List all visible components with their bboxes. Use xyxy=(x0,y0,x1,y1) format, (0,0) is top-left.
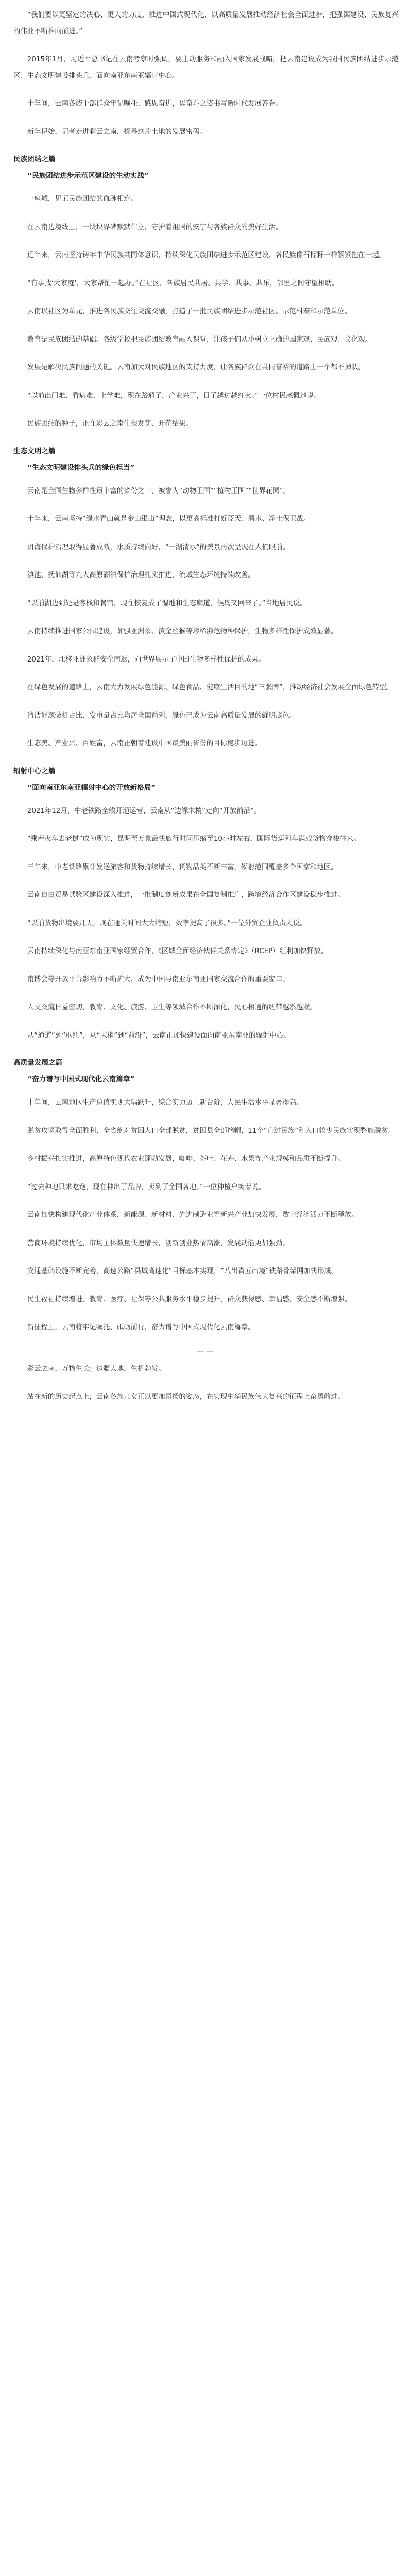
body-paragraph: 民族团结的种子，正在彩云之南生根发芽、开花结果。 xyxy=(27,420,193,428)
body-paragraph: 从“通道”到“枢纽”，从“末梢”到“前沿”，云南正加快建设面向南亚东南亚的辐射中心。 xyxy=(27,1031,290,1040)
body-paragraph: 2021年，北移亚洲象群安全南返，向世界展示了中国生物多样性保护的成果。 xyxy=(27,655,266,664)
body-paragraph: 十年来，云南坚持“绿水青山就是金山银山”理念，以更高标准打好蓝天、碧水、净土保卫战。 xyxy=(27,515,311,523)
body-paragraph: 发展是解决民族问题的关键。云南加大对民族地区的支持力度，让各族群众在共同富裕的道路上一个都不掉队。 xyxy=(27,364,365,371)
body-paragraph: 在云南边境线上，一块块界碑默默伫立，守护着祖国的安宁与各族群众的美好生活。 xyxy=(27,223,283,231)
body-paragraph: 清洁能源装机占比、发电量占比均居全国前列，绿色已成为云南高质量发展的鲜明底色。 xyxy=(27,711,297,720)
section-label: 辐射中心之篇 xyxy=(13,767,56,775)
section-ecology xyxy=(13,444,399,752)
body-paragraph: 云南持续推进国家公园建设，加强亚洲象、滇金丝猴等珍稀濒危物种保护，生物多样性保护成效显著。 xyxy=(27,628,338,635)
section-label: 高质量发展之篇 xyxy=(13,1059,63,1067)
body-paragraph: 人文交流日益密切，教育、文化、旅游、卫生等领域合作不断深化，民心相通的纽带越系越紧。 xyxy=(27,1004,317,1011)
body-paragraph: 三年来，中老铁路累计发送旅客和货物持续增长，货物品类不断丰富，辐射范围覆盖多个国家和地区。 xyxy=(27,863,338,871)
body-paragraph: “以前出门难、看病难、上学难，现在路通了，产业兴了，日子越过越红火。”一位村民感慨地说。 xyxy=(27,392,321,400)
body-paragraph: 云南自由贸易试验区建设深入推进，一批制度创新成果在全国复制推广，跨境经济合作区建设稳步推进。 xyxy=(27,891,345,899)
body-paragraph: 2021年12月，中老铁路全线开通运营，云南从“边缘末梢”走向“开放前沿”。 xyxy=(27,807,261,815)
section-label: 生态文明之篇 xyxy=(13,447,56,455)
body-paragraph: 云南加快构建现代化产业体系，新能源、新材料、先进制造业等新兴产业加快发展，数字经济活力不断释放。 xyxy=(27,1211,358,1219)
section-divider: —— xyxy=(197,1347,215,1356)
body-paragraph: 营商环境持续优化，市场主体数量快速增长，创新创业热情高涨，发展动能更加强劲。 xyxy=(27,1239,289,1247)
body-paragraph: 滇池、抚仙湖等九大高原湖泊保护治理扎实推进，流域生态环境持续改善。 xyxy=(27,571,255,579)
body-paragraph: 云南以社区为单元，推进各民族交往交流交融，打造了一批民族团结进步示范社区、示范村寨和示范单位。 xyxy=(27,308,352,315)
body-paragraph: 交通基础设施不断完善，高速公路“县域高速化”目标基本实现，“八出省五出境”铁路骨架网加快形成。 xyxy=(27,1267,338,1275)
intro-paragraph: “我们要以更坚定的决心、更大的力度，推进中国式现代化，以高质量发展推动经济社会全面进步，把强国建设、民族复兴的伟业不断推向前进。” xyxy=(13,11,399,36)
body-paragraph: 云南持续深化与南亚东南亚国家经贸合作，《区域全面经济伙伴关系协定》（RCEP）红利加快释放。 xyxy=(27,947,328,955)
body-paragraph: “有事找‘大家庭’，大家帮忙一起办。”在社区，各族居民共居、共学、共事、共乐，邻里之间守望相助。 xyxy=(27,279,339,287)
body-paragraph: 在绿色发展的道路上，云南大力发展绿色能源、绿色食品、健康生活目的地“三张牌”，推动经济社会发展全面绿色转型。 xyxy=(27,684,393,691)
intro-block xyxy=(13,7,399,140)
body-paragraph: “过去种地只求吃饱，现在种出了品牌，卖到了全国各地。”一位种植户笑着说。 xyxy=(27,1183,266,1191)
closing-paragraph: 彩云之南，万物生长；边疆大地，生机勃发。 xyxy=(27,1365,165,1373)
section-development xyxy=(13,1056,399,1336)
body-paragraph: 教育是民族团结的基础。各级学校把民族团结教育融入课堂，让孩子们从小树立正确的国家观、民族观、文化观。 xyxy=(27,335,372,344)
body-paragraph: 民生福祉持续增进，教育、医疗、社保等公共服务水平稳步提升，群众获得感、幸福感、安全感不断增强。 xyxy=(27,1295,352,1303)
section-title: “奋力谱写中国式现代化云南篇章” xyxy=(27,1075,135,1083)
body-paragraph: “乘着火车去老挝”成为现实，昆明至万象最快旅行时间压缩至10小时左右，国际货运列车满载货物穿梭往来。 xyxy=(27,835,360,843)
article-body xyxy=(13,7,399,1405)
section-title: “生态文明建设排头兵的绿色担当” xyxy=(27,463,135,472)
body-paragraph: 脱贫攻坚取得全面胜利，全省绝对贫困人口全部脱贫，贫困县全部摘帽，11个“直过民族”和人口较少民族实现整族脱贫。 xyxy=(27,1127,395,1135)
intro-paragraph: 新年伊始，记者走进彩云之南，探寻这片土地的发展密码。 xyxy=(27,128,207,136)
section-title: “民族团结进步示范区建设的生动实践” xyxy=(27,172,149,180)
body-paragraph: 南博会等开放平台影响力不断扩大，成为中国与南亚东南亚国家交流合作的重要窗口。 xyxy=(27,975,289,984)
section-opening-up xyxy=(13,764,399,1044)
section-ethnic-unity xyxy=(13,152,399,432)
body-paragraph: 洱海保护治理取得显著成效，水质持续向好，“一湖清水”的美景再次呈现在人们眼前。 xyxy=(27,543,290,551)
section-label: 民族团结之篇 xyxy=(13,155,56,163)
intro-paragraph: 2015年1月，习近平总书记在云南考察时强调，要主动服务和融入国家发展战略，把云南建设成为我国民族团结进步示范区、生态文明建设排头兵、面向南亚东南亚辐射中心。 xyxy=(13,56,399,80)
body-paragraph: 新征程上，云南将牢记嘱托、砥砺前行，奋力谱写中国式现代化云南篇章。 xyxy=(27,1324,255,1331)
body-paragraph: “以前湖边到处是客栈和餐馆，现在恢复成了湿地和生态廊道，候鸟又回来了。”当地居民说。 xyxy=(27,599,307,607)
closing-paragraph: 站在新的历史起点上，云南各族儿女正以更加昂扬的姿态，在实现中华民族伟大复兴的征程上奋勇前进。 xyxy=(27,1393,345,1401)
intro-paragraph: 十年间，云南各族干部群众牢记嘱托、感恩奋进，以奋斗之姿书写新时代发展答卷。 xyxy=(27,100,283,108)
closing-block xyxy=(13,1361,399,1405)
body-paragraph: 生态美、产业兴、百姓富，云南正朝着建设中国最美丽省份的目标稳步迈进。 xyxy=(27,740,262,748)
section-title: “面向南亚东南亚辐射中心的开放新格局” xyxy=(27,783,156,792)
body-paragraph: 云南是全国生物多样性最丰富的省份之一，被誉为“动物王国”“植物王国”“世界花园”。 xyxy=(27,487,290,495)
body-paragraph: 十年间，云南地区生产总值实现大幅跃升，综合实力迈上新台阶，人民生活水平显著提高。 xyxy=(27,1099,303,1107)
body-paragraph: 一座城，见证民族团结的血脉相连。 xyxy=(27,195,138,203)
body-paragraph: “以前货物出境要几天，现在通关时间大大缩短，效率提高了很多。”一位外贸企业负责人说。 xyxy=(27,919,307,927)
body-paragraph: 近年来，云南坚持铸牢中华民族共同体意识，持续深化民族团结进步示范区建设，各民族像石榴籽一样紧紧抱在一起。 xyxy=(27,251,386,259)
body-paragraph: 乡村振兴扎实推进，高原特色现代农业蓬勃发展，咖啡、茶叶、花卉、水果等产业规模和品质不断提升。 xyxy=(27,1155,345,1163)
